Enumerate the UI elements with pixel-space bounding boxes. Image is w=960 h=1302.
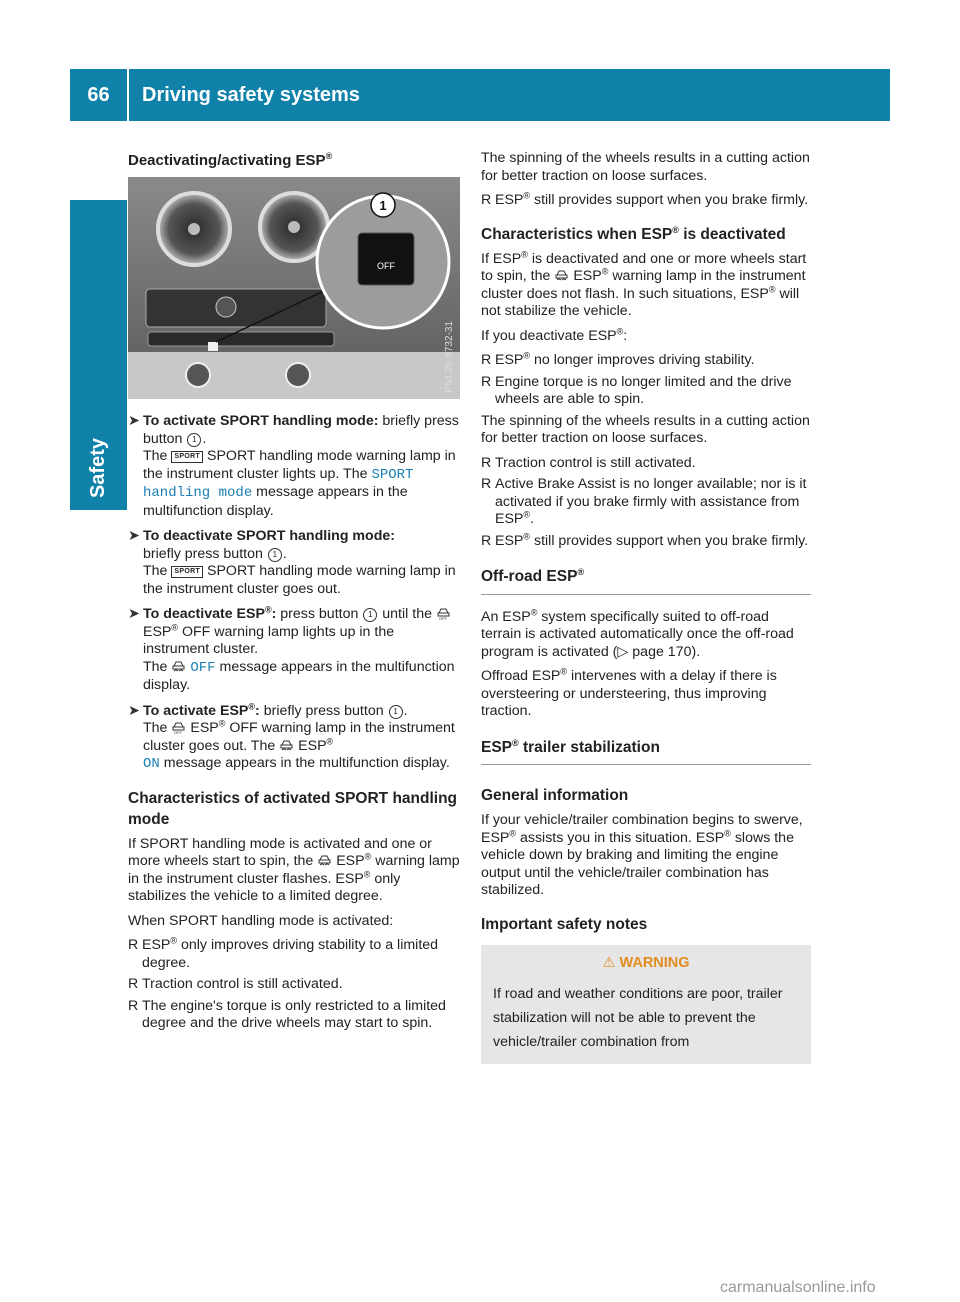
heading-sport-characteristics: Characteristics of activated SPORT handling mode [128,789,458,828]
esp-off-icon [171,721,186,734]
callout-1: 1 [379,198,387,213]
section-heading-esp: Deactivating/activating ESP® [128,151,333,169]
arrow-icon: ➤ [128,606,140,622]
header-divider [127,69,129,121]
paragraph-general: If your vehicle/trailer combination begins to swerve, ESP® assists you in this situation. ESP® slows the vehicle down by braking and limiting the engine output until the vehicle/trailer combination has stabilized. [481,812,803,898]
svg-text:OFF: OFF [438,616,447,620]
heading-safety-notes: Important safety notes [481,915,648,933]
heading-general-information: General information [481,787,629,804]
list-item: R ESP® no longer improves driving stability. [481,350,755,368]
display-message-on: ON [143,756,160,772]
list-item: R ESP® only improves driving stability to a limited degree. [128,935,439,971]
page-header [70,69,890,121]
chapter-title: Driving safety systems [142,84,360,106]
paragraph-deactivated-2: If you deactivate ESP®: [481,325,628,344]
paragraph-deactivated-1: If ESP® is deactivated and one or more wheels start to spin, the ESP® warning lamp in the instrument cluster does not flash. In such situations, ESP® will not stabilize the vehicle. [481,248,807,319]
esp-off-icon [436,607,451,620]
dashboard-photo [128,177,460,399]
page-ref-arrow: ▷ [617,643,629,660]
display-message: SPORT handling mode [143,466,414,501]
paragraph-sport-2: When SPORT handling mode is activated: [128,912,394,929]
warning-icon: ⚠ [602,954,616,971]
button-1-icon: 1 [363,608,377,622]
step-deactivate-esp: ➤ To deactivate ESP®: press button 1 until the OFF ESP® OFF warning lamp lights up in the instrument cluster. The OFF message appears in the multifunction display. [128,604,455,693]
button-1-icon: 1 [268,548,282,562]
esp-car-icon [171,660,186,673]
paragraph-offroad-1: An ESP® system specifically suited to off-road terrain is activated automatically once the off-road program is activated (▷ page 170). [481,606,794,660]
paragraph-sport-1: If SPORT handling mode is activated and one or more wheels start to spin, the ESP® warning lamp in the instrument cluster flashes. ESP® only stabilizes the vehicle to a limited degree. [128,835,460,904]
list-item: R ESP® still provides support when you brake firmly. [481,530,809,549]
button-1-icon: 1 [187,433,201,447]
watermark: carmanualsonline.info [720,1279,876,1296]
paragraph-offroad-2: Offroad ESP® intervenes with a delay if there is oversteering or understeering, thus improving traction. [481,666,777,719]
warning-box [481,945,811,1065]
dashboard-illustration [128,177,460,399]
display-message-off: OFF [190,659,216,676]
heading-esp-deactivated: Characteristics when ESP® is deactivated [481,224,786,243]
esp-car-icon [554,269,569,282]
arrow-icon: ➤ [128,413,140,429]
side-tab-label-wrap [70,200,127,510]
svg-text:OFF: OFF [174,730,183,734]
warning-text: If road and weather conditions are poor, trailer stabilization will not be able to prevent the vehicle/trailer combination from [493,986,783,1050]
step-deactivate-sport: ➤ To deactivate SPORT handling mode: briefly press button 1 . The SPORT SPORT handling mode warning lamp in the instrument cluster goes out. [128,528,456,597]
figure-reference: P54.25-9732-31 [443,321,455,393]
continuation-text: The spinning of the wheels results in a cutting action for better traction on loose surfaces. [481,412,810,446]
sport-icon: SPORT [171,451,203,463]
button-1-icon: 1 [389,705,403,719]
list-item: R Traction control is still activated. [128,976,343,992]
esp-car-icon [279,739,294,752]
heading-offroad-esp: Off-road ESP® [481,568,811,595]
step-activate-sport: ➤ To activate SPORT handling mode: briefly press button 1 . The SPORT SPORT handling mode warning lamp in the instrument cluster lights up. The SPORT handling mode message appears in the multifunction display. [128,413,459,519]
heading-trailer-stabilization: ESP® trailer stabilization [481,739,811,766]
list-item: R Active Brake Assist is no longer available; nor is it activated if you brake firmly with assistance from ESP®. [481,476,807,527]
right-column [481,150,811,1064]
arrow-icon: ➤ [128,528,140,544]
side-tab-label: Safety [87,437,109,498]
warning-title: ⚠ WARNING [602,954,690,971]
list-item: R Traction control is still activated. [481,454,696,471]
sport-icon: SPORT [171,566,203,578]
list-item: R ESP® still provides support when you brake firmly. [481,190,809,208]
svg-text:OFF: OFF [377,261,395,271]
left-column [128,150,460,1037]
page-number: 66 [87,84,110,106]
list-item: R Engine torque is no longer limited and the drive wheels are able to spin. [481,373,792,407]
arrow-icon: ➤ [128,702,140,719]
step-activate-esp: ➤ To activate ESP®: briefly press button 1 . The OFF ESP® OFF warning lamp in the instrument cluster goes out. The ESP® ON message appears in the multifunction display. [128,700,455,772]
list-item: R The engine's torque is only restricted to a limited degree and the drive wheels may start to spin. [128,997,446,1031]
continuation-text: The spinning of the wheels results in a cutting action for better traction on loose surfaces. [481,150,810,184]
esp-car-icon [317,854,332,867]
